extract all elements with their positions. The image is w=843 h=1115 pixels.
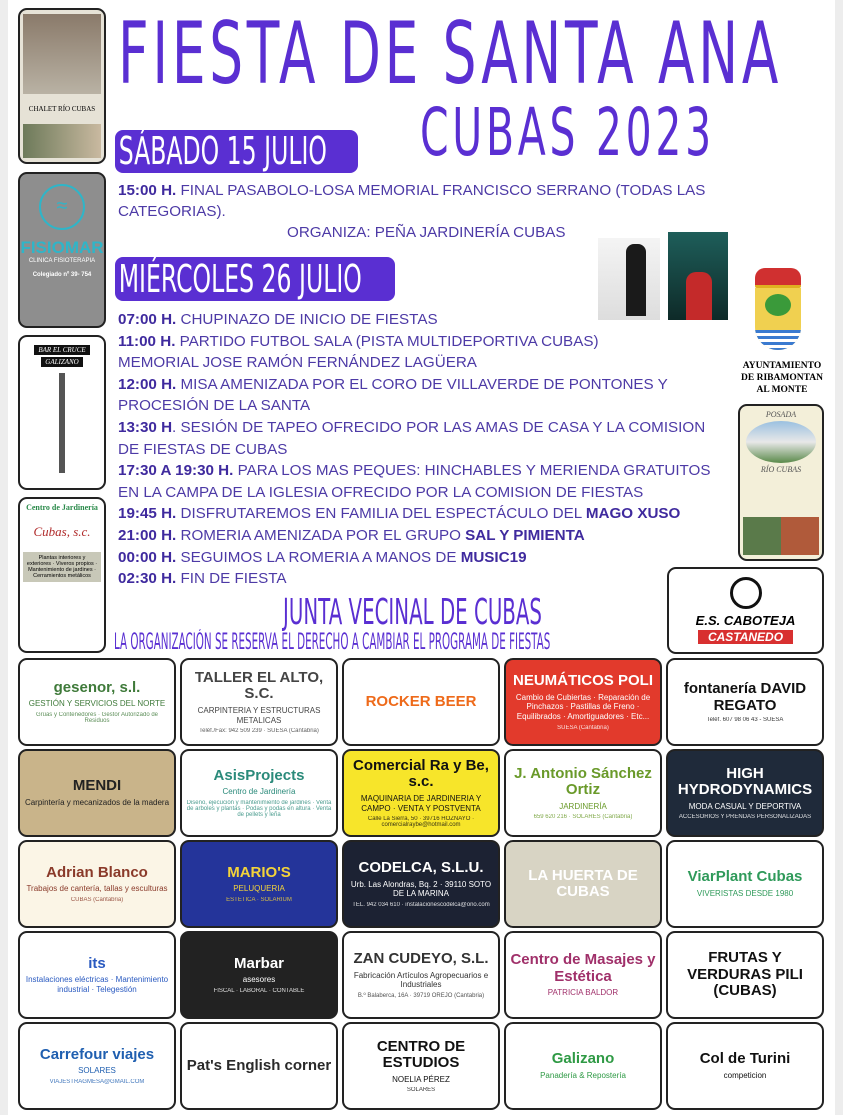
coat-of-arms-icon: [755, 268, 801, 356]
sponsor-name: Pat's English corner: [186, 1056, 332, 1074]
jardineria-detail: Plantas interiores y exteriores · Viveros propios · Mantenimiento de jardines · Cerramientos metálicos: [23, 552, 101, 582]
sponsor-name: its: [88, 954, 106, 972]
day-badge-sabado: [115, 130, 358, 173]
event-line: [118, 417, 711, 439]
sponsor-card: [504, 658, 662, 746]
sponsor-detail: SOLARES: [406, 1087, 436, 1094]
sponsor-sub: Cambio de Cubiertas · Reparación de Pinchazos · Pastillas de Freno · Equilibrados · Amortiguadores · Etc...: [515, 692, 651, 722]
sponsor-card: [504, 840, 662, 928]
sponsor-sub: SOLARES: [78, 1066, 116, 1076]
sponsor-card: [666, 840, 824, 928]
sponsor-card: [666, 658, 824, 746]
fisiomar-detail: Colegiado nº 39- 754: [32, 272, 92, 278]
sponsor-card: [18, 749, 176, 837]
sponsor-detail: ACCESORIOS Y PRENDAS PERSONALIZADAS: [678, 814, 812, 821]
event-highlight: SAL Y PIMIENTA: [465, 526, 585, 544]
event-text: DISFRUTAREMOS EN FAMILIA DEL ESPECTÁCULO DEL: [176, 505, 586, 523]
sponsor-sub: NOELIA PÉREZ: [392, 1074, 450, 1084]
event-line: [118, 482, 711, 504]
event-time: 17:30 A 19:30 H.: [118, 462, 234, 480]
sponsor-card: [18, 1022, 176, 1110]
event-line: [118, 374, 711, 396]
bar-name: BAR EL CRUCE: [34, 345, 89, 355]
event-text: PARTIDO FUTBOL SALA (PISTA MULTIDEPORTIVA CUBAS): [175, 332, 599, 350]
posada-name: POSADA: [765, 410, 797, 419]
ayuntamiento-line: AL MONTE: [756, 385, 808, 395]
event-line-cont: CATEGORIAS).: [118, 203, 226, 220]
sponsor-name: AsisProjects: [213, 766, 305, 784]
ayuntamiento-line: AYUNTAMIENTO: [742, 361, 822, 371]
sponsor-card: [342, 749, 500, 837]
sponsor-card: [504, 931, 662, 1019]
event-time: 11:00 H.: [118, 332, 176, 350]
event-text: MISA AMENIZADA POR EL CORO DE VILLAVERDE DE PONTONES Y: [176, 375, 668, 393]
sponsor-card: [18, 931, 176, 1019]
fisiomar-name: FISIOMAR: [20, 238, 104, 257]
sponsor-name: Marbar: [233, 954, 285, 972]
sponsor-name: ROCKER BEER: [365, 692, 477, 710]
sponsor-sub: MODA CASUAL Y DEPORTIVA: [688, 801, 802, 811]
disclaimer-text: LA ORGANIZACIÓN SE RESERVA EL DERECHO A CAMBIAR EL PROGRAMA DE FIESTAS: [114, 630, 551, 655]
ad-bar-el-cruce: [18, 335, 106, 490]
sponsor-detail: TEL. 942 034 610 · instalacionescodelca@ono.com: [352, 901, 490, 908]
chalet-photo: [23, 14, 101, 94]
sponsor-card: [180, 840, 338, 928]
event-line: [118, 180, 705, 202]
event-line: [118, 547, 711, 569]
sponsor-name: TALLER EL ALTO, S.C.: [194, 668, 324, 703]
sponsor-detail: VIAJESTRAGMESA@GMAIL.COM: [49, 1079, 145, 1086]
day-label: MIÉRCOLES 26 JULIO: [118, 257, 362, 301]
sponsor-sub: Carpintería y mecanizados de la madera: [24, 797, 170, 807]
event-text: SEGUIMOS LA ROMERIA A MANOS DE: [176, 548, 461, 566]
event-text: MEMORIAL JOSE RAMÓN FERNÁNDEZ LAGÜERA: [118, 354, 477, 372]
sponsor-detail: 659 620 216 · SOLARES (Cantabria): [533, 814, 633, 821]
event-text: . SESIÓN DE TAPEO OFRECIDO POR LAS AMAS DE CASA Y LA COMISION: [172, 418, 706, 436]
sponsor-sub: PELUQUERIA: [233, 884, 285, 894]
event-text: EN LA CAMPA DE LA IGLESIA OFRECIDO POR LA COMISION DE FIESTAS: [118, 483, 644, 501]
ad-fisiomar: [18, 172, 106, 328]
sponsor-name: MARIO'S: [227, 863, 291, 881]
sponsor-card: [180, 749, 338, 837]
event-text: CHUPINAZO DE INICIO DE FIESTAS: [176, 311, 438, 328]
page-subtitle: CUBAS 2023: [420, 94, 715, 171]
event-text: PROCESIÓN DE LA SANTA: [118, 397, 311, 415]
organiza-text: ORGANIZA: PEÑA JARDINERÍA CUBAS: [287, 224, 566, 241]
chalet-photo-2: [23, 124, 101, 158]
sponsor-card: [504, 749, 662, 837]
event-time: 13:30 H: [118, 418, 173, 436]
sponsor-name: FRUTAS Y VERDURAS PILI (CUBAS): [687, 949, 803, 1000]
caboteja-name: E.S. CABOTEJA: [695, 613, 796, 628]
sponsor-sub: Urb. Las Alondras, Bq. 2 · 39110 SOTO DE LA MARINA: [350, 879, 492, 899]
sponsor-name: Adrian Blanco: [46, 863, 148, 881]
sponsor-detail: B.º Balaberca, 16A · 39719 OREJO (Cantabria): [357, 992, 485, 999]
event-time: 00:00 H.: [118, 548, 177, 566]
sponsor-detail: Calle La Sierra, 50 · 39716 HOZNAYO · comercialraybe@hotmail.com: [367, 816, 475, 829]
sponsor-detail: Diseño, ejecución y mantenimiento de jardines · Venta de arboles y plantas · Podas y podas en altura · Venta de pellets y leña: [186, 800, 332, 819]
page-title: FIESTA DE SANTA ANA: [118, 4, 783, 104]
sponsor-name: Comercial Ra y Be, s.c.: [353, 756, 489, 791]
sponsor-detail: Grúas y Contenedores · Gestor Autorizado de Residuos: [35, 712, 159, 725]
event-list: [118, 309, 711, 590]
sponsor-card: [18, 658, 176, 746]
sponsor-sub: Instalaciones eléctricas · Mantenimiento industrial · Telegestión: [25, 975, 169, 994]
page-edge-left: [0, 0, 8, 1115]
sponsor-name: gesenor, s.l.: [53, 678, 141, 696]
event-text: DE FIESTAS DE CUBAS: [118, 440, 288, 458]
sponsor-card: [342, 658, 500, 746]
ad-caboteja: [667, 567, 824, 654]
sponsor-name: NEUMÁTICOS POLI: [512, 672, 653, 690]
sponsor-detail: ESTETICA · SOLARIUM: [226, 897, 292, 904]
event-text: FIN DE FIESTA: [176, 570, 287, 588]
event-time: 15:00 H.: [118, 182, 177, 199]
event-text: PARA LOS MAS PEQUES: HINCHABLES Y MERIENDA GRATUITOS: [233, 462, 711, 480]
sponsor-sub: Trabajos de cantería, tallas y esculturas: [26, 884, 168, 894]
sponsor-name: MENDI: [72, 777, 122, 795]
sponsor-name: CENTRO DE ESTUDIOS: [376, 1037, 466, 1072]
sponsor-card: [342, 840, 500, 928]
jardineria-name: Centro de Jardinería: [26, 503, 98, 512]
event-highlight: MAGO XUSO: [585, 505, 681, 523]
sponsor-detail: CUBAS (Cantabria): [70, 897, 124, 904]
sponsor-sub: asesores: [242, 975, 276, 985]
sponsor-name: J. Antonio Sánchez Ortiz: [514, 764, 652, 799]
ayuntamiento-line: DE RIBAMONTAN: [741, 373, 823, 383]
sponsor-card: [18, 840, 176, 928]
posada-photo: [746, 421, 816, 463]
ad-centro-jardineria: [18, 497, 106, 653]
sponsor-name: CODELCA, S.L.U.: [358, 859, 484, 877]
event-line: [118, 395, 711, 417]
event-line: [118, 568, 711, 590]
magician-photo: [668, 232, 728, 320]
sponsor-sub: PATRICIA BALDOR: [547, 988, 619, 998]
sponsor-name: HIGH HYDRODYNAMICS: [677, 764, 813, 799]
event-line: [118, 352, 711, 374]
event-highlight: MUSIC19: [460, 548, 527, 566]
event-line: [118, 439, 711, 461]
event-line: [118, 525, 711, 547]
event-time: 02:30 H.: [118, 570, 177, 588]
sponsor-sub: VIVERISTAS DESDE 1980: [696, 888, 794, 898]
event-text: ROMERIA AMENIZADA POR EL GRUPO: [176, 526, 466, 544]
sponsor-card: [504, 1022, 662, 1110]
sponsor-card: [342, 931, 500, 1019]
posada-photo-2: [743, 517, 819, 555]
sponsor-sub: CARPINTERIA Y ESTRUCTURAS METALICAS: [197, 705, 321, 725]
sponsor-name: LA HUERTA DE CUBAS: [528, 866, 638, 900]
event-time: 12:00 H.: [118, 375, 177, 393]
sponsor-name: fontanería DAVID REGATO: [683, 680, 807, 714]
sponsor-card: [666, 931, 824, 1019]
performer-figure: [626, 244, 646, 316]
posada-sub: RÍO CUBAS: [760, 465, 802, 474]
sponsor-detail: Teléf. 607 98 06 43 - SUESA: [706, 717, 784, 723]
chalet-name: CHALET RÍO CUBAS: [28, 105, 96, 113]
sponsor-detail: FISCAL · LABORAL · CONTABLE: [213, 988, 305, 995]
sponsor-sub: Fabricación Artículos Agropecuarios e Industriales: [353, 970, 489, 990]
sponsor-sub: Panadería & Repostería: [540, 1070, 626, 1080]
sponsor-card: [666, 749, 824, 837]
event-time: 07:00 H.: [118, 311, 177, 328]
ayuntamiento-label: [728, 360, 836, 396]
event-line: [118, 503, 711, 525]
signpost-icon: [59, 373, 65, 473]
sponsor-card: [180, 1022, 338, 1110]
sponsor-sub: Centro de Jardinería: [222, 787, 296, 797]
bar-sub: GALIZANO: [41, 357, 82, 367]
ad-chalet-rio-cubas: [18, 8, 106, 164]
performers-photo: [598, 238, 660, 320]
sponsor-sub: GESTIÓN Y SERVICIOS DEL NORTE: [28, 699, 166, 709]
sponsor-card: [666, 1022, 824, 1110]
event-text: FINAL PASABOLO-LOSA MEMORIAL FRANCISCO SERRANO (TODAS LAS: [180, 182, 706, 199]
sponsor-sub: MAQUINARIA DE JARDINERIA Y CAMPO · VENTA Y POSTVENTA: [360, 793, 482, 813]
sponsor-card: [180, 658, 338, 746]
sponsor-detail: Teléf./Fax: 942 509 239 · SUESA (Cantabria): [199, 728, 319, 735]
sponsor-name: Galizano: [551, 1050, 615, 1068]
sponsor-sub: JARDINERÍA: [559, 801, 607, 811]
sponsor-name: ZAN CUDEYO, S.L.: [353, 950, 489, 968]
fisiomar-sub: CLINICA FISIOTERAPIA: [28, 258, 96, 264]
event-line: [118, 309, 711, 331]
sponsor-sub: competicion: [723, 1070, 767, 1080]
event-line: [118, 331, 711, 353]
sponsor-name: ViarPlant Cubas: [687, 868, 803, 886]
event-time: 21:00 H.: [118, 526, 177, 544]
event-time: 19:45 H.: [118, 505, 177, 523]
sponsor-detail: SUESA (Cantabria): [557, 724, 609, 731]
sponsor-card: [342, 1022, 500, 1110]
wave-logo-icon: ≈: [39, 184, 85, 230]
caboteja-logo-icon: [730, 577, 762, 609]
event-line: [118, 460, 711, 482]
sponsor-name: Centro de Masajes y Estética: [510, 951, 656, 985]
caboteja-sub: CASTANEDO: [698, 630, 793, 644]
day-label: SÁBADO 15 JULIO: [118, 130, 327, 173]
sponsor-name: Col de Turini: [699, 1050, 791, 1068]
jardineria-sub: Cubas, s.c.: [33, 524, 91, 539]
day-badge-miercoles: [115, 257, 395, 301]
sponsor-name: Carrefour viajes: [39, 1045, 155, 1063]
junta-vecinal-title: JUNTA VECINAL DE CUBAS: [283, 592, 543, 633]
sponsor-card: [180, 931, 338, 1019]
page-edge-right: [835, 0, 843, 1115]
ad-posada-rio-cubas: [738, 404, 824, 561]
